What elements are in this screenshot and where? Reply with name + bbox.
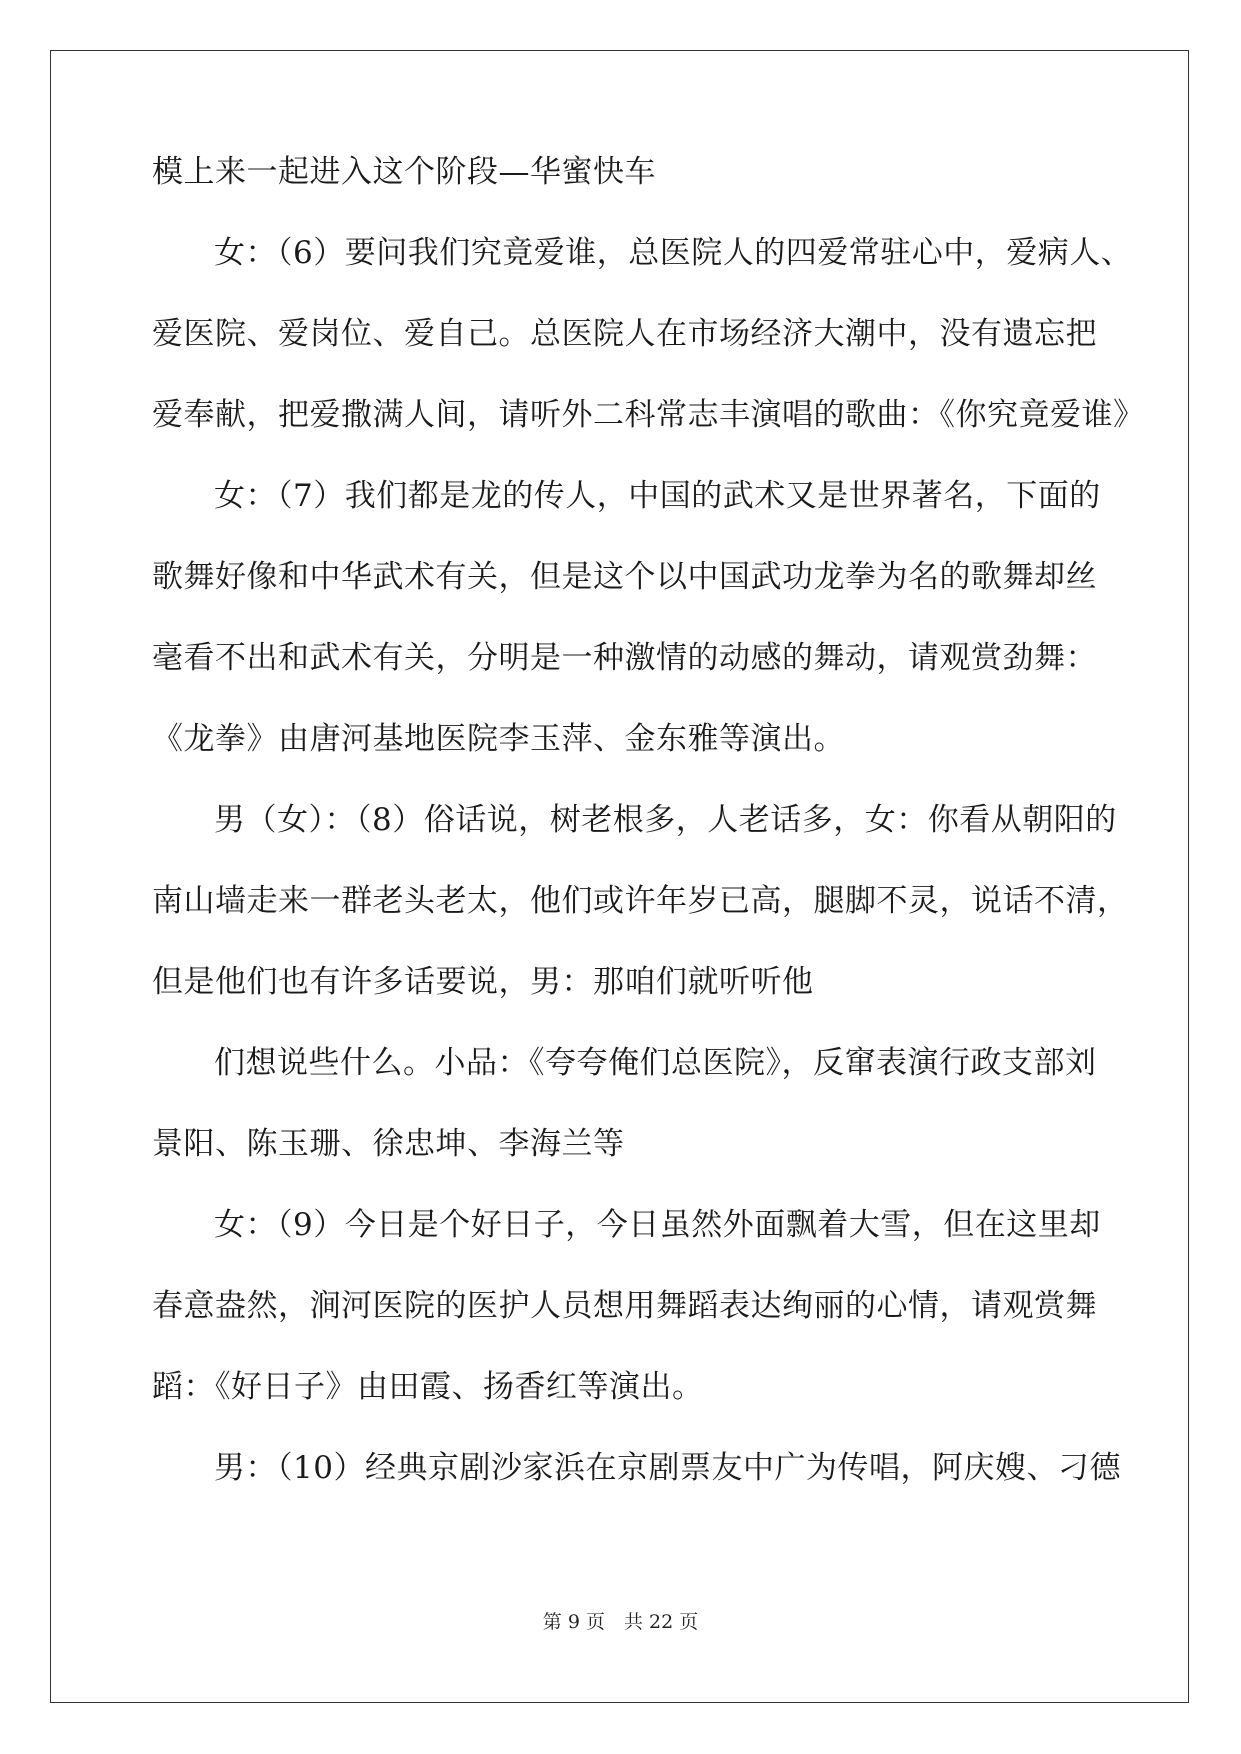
text-line: 女：（6）要问我们究竟爱谁，总医院人的四爱常驻心中，爱病人、	[214, 235, 1133, 271]
text-line: 蹈：《好日子》由田霞、扬香红等演出。	[152, 1369, 704, 1405]
text-line: 男：（10）经典京剧沙家浜在京剧票友中广为传唱，阿庆嫂、刁德	[214, 1450, 1121, 1486]
text-line: 景阳、陈玉珊、徐忠坤、李海兰等	[152, 1126, 625, 1162]
text-line: 毫看不出和武术有关，分明是一种激情的动感的舞动，请观赏劲舞：	[152, 640, 1097, 676]
text-line: 《龙拳》由唐河基地医院李玉萍、金东雅等演出。	[152, 721, 845, 757]
page-number: 第 9 页 共 22 页	[542, 1611, 699, 1633]
text-line: 南山墙走来一群老头老太，他们或许年岁已高，腿脚不灵，说话不清，	[152, 883, 1129, 919]
text-line: 女：（9）今日是个好日子，今日虽然外面飘着大雪，但在这里却	[214, 1207, 1101, 1243]
text-line: 女：（7）我们都是龙的传人，中国的武术又是世界著名，下面的	[214, 478, 1101, 514]
text-line: 们想说些什么。小品：《夸夸俺们总医院》，反窜表演行政支部刘	[214, 1045, 1097, 1081]
text-line: 爱医院、爱岗位、爱自己。总医院人在市场经济大潮中，没有遗忘把	[152, 316, 1097, 352]
text-line: 男（女）：（8）俗话说，树老根多，人老话多，女：你看从朝阳的	[214, 802, 1117, 838]
text-line: 爱奉献，把爱撒满人间，请听外二科常志丰演唱的歌曲：《你究竟爱谁》	[152, 397, 1145, 433]
text-line: 歌舞好像和中华武术有关，但是这个以中国武功龙拳为名的歌舞却丝	[152, 559, 1097, 595]
text-line: 春意盎然，涧河医院的医护人员想用舞蹈表达绚丽的心情，请观赏舞	[152, 1288, 1097, 1324]
text-line: 模上来一起进入这个阶段—华蜜快车	[152, 154, 656, 190]
text-line: 但是他们也有许多话要说，男：那咱们就听听他	[152, 964, 814, 1000]
